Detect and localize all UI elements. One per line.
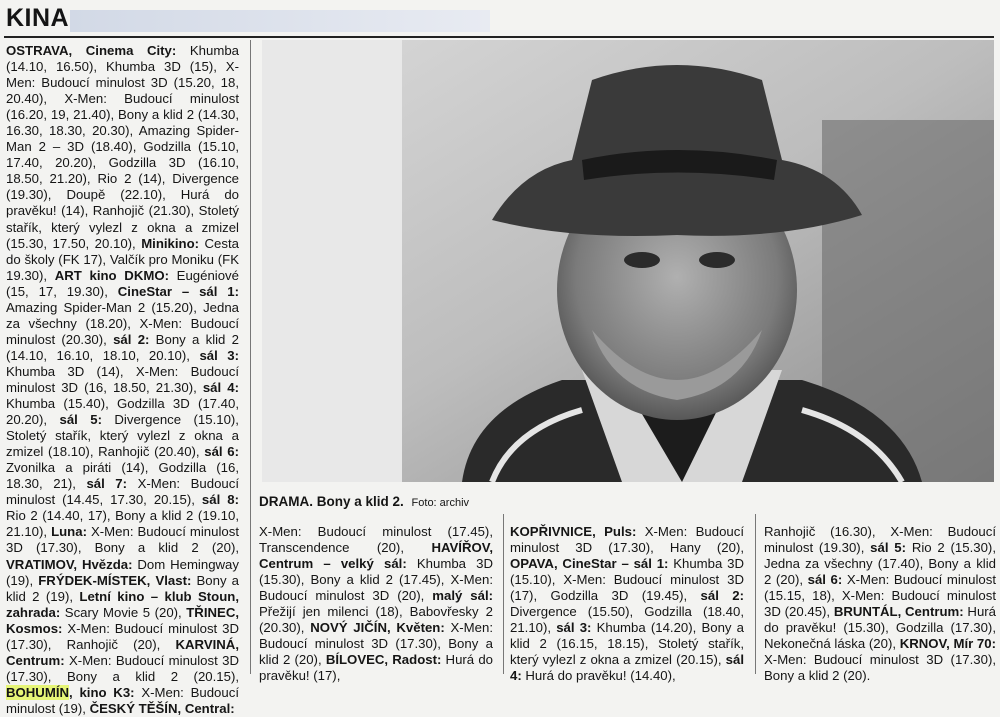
showtimes-text: Divergence (15.50), Godzilla (18.40, 21.10),: [510, 604, 744, 636]
showtimes-text: X-Men: Budoucí minulost (14.45, 17.30, 20.15),: [6, 476, 239, 508]
column-divider: [503, 514, 504, 674]
venue-label: , kino K3:: [69, 684, 135, 700]
film-still-photo: [262, 40, 994, 482]
top-rule: [4, 36, 994, 38]
showtimes-text: Khumba (14.20), Bony a klid 2 (16.15, 18.15), Stoletý stařík, který vylezl z okna a zmizel (20.15),: [510, 620, 744, 668]
listing-paragraph: [259, 524, 493, 684]
showtimes-text: Scary Movie 5 (20),: [60, 604, 187, 620]
venue-label: sál 2:: [113, 331, 150, 347]
venue-label: OPAVA, CineStar – sál 1:: [510, 556, 669, 572]
showtimes-text: Cesta do školy (FK 17), Valčík pro Moniku (FK 19.30),: [6, 235, 239, 283]
showtimes-text: Khumba (14.10, 16.50), Khumba 3D (15), X-Men: Budoucí minulost 3D (15.20, 18, 20.40), X-Men: Budoucí minulost (16.20, 19, 21.40), Bony a klid 2 (14.30, 16.30, 18.30, 20.30), Amazing Spider-Man 2 – 3D (18.40), Godzilla (15.10, 17.40, 20.20), Godzilla 3D (16.10, 18.50, 21.20), Rio 2 (14), Divergence (19.30), Doupě (22.10), Hurá do pravěku! (14), Ranhojič (21.30), Stoletý stařík, který vylezl z okna a zmizel (15.30, 17.50, 20.10),: [6, 43, 239, 251]
listing-column-4: [764, 524, 996, 684]
venue-label: sál 6:: [204, 444, 239, 460]
showtimes-text: X-Men: Budoucí minulost 3D (17.30), Ranhojič (20),: [6, 620, 239, 652]
showtimes-text: Bony a klid 2 (19),: [6, 572, 239, 604]
venue-label: sál 4:: [510, 652, 744, 684]
listing-column-3: [510, 524, 744, 684]
venue-label: KRNOV, Mír 70:: [899, 636, 996, 652]
listing-paragraph: [510, 524, 744, 684]
showtimes-text: Khumba 3D (15.10), X-Men: Budoucí minulost 3D (17), Godzilla 3D (19.45),: [510, 556, 744, 604]
column-divider: [250, 40, 251, 674]
venue-label: BRUNTÁL, Centrum:: [833, 604, 964, 620]
venue-label: ART kino DKMO:: [54, 267, 169, 283]
showtimes-text: X-Men: Budoucí minulost 3D (17.30), Bony a klid 2 (20),: [259, 620, 493, 668]
showtimes-text: X-Men: Budoucí minulost 3D (17.30), Hany (20),: [510, 524, 744, 556]
showtimes-text: Hurá do pravěku! (14.40),: [521, 668, 676, 684]
section-header: [6, 4, 490, 32]
showtimes-text: Ranhojič (16.30), X-Men: Budoucí minulost (19.30),: [764, 524, 996, 556]
caption-title: DRAMA. Bony a klid 2.: [259, 494, 404, 509]
showtimes-text: Amazing Spider-Man 2 (15.20), Jedna za všechny (18.20), X-Men: Budoucí minulost (20.30),: [6, 299, 239, 347]
venue-label: OSTRAVA, Cinema City:: [6, 43, 177, 58]
showtimes-text: Khumba (15.40), Godzilla 3D (17.40, 20.20),: [6, 396, 239, 428]
listing-paragraph: [6, 43, 239, 717]
venue-label: FRÝDEK-MÍSTEK, Vlast:: [38, 572, 192, 588]
showtimes-text: X-Men: Budoucí minulost (19),: [6, 684, 239, 716]
venue-label: sál 4:: [202, 379, 239, 395]
listing-column-1: [6, 43, 239, 717]
photo-caption: [259, 494, 759, 509]
venue-label: sál 7:: [86, 476, 128, 492]
showtimes-text: Dom Hemingway (19),: [6, 556, 239, 588]
listing-paragraph: [764, 524, 996, 684]
venue-label: CineStar – sál 1:: [117, 283, 239, 299]
venue-label: NOVÝ JIČÍN, Květen:: [310, 620, 445, 636]
venue-label: BÍLOVEC, Radost:: [325, 652, 442, 668]
showtimes-text: Zvonilka a piráti (14), Godzilla (16, 18.30, 21),: [6, 460, 239, 492]
venue-label: KARVINÁ, Centrum:: [6, 636, 239, 668]
venue-label: malý sál:: [432, 588, 493, 604]
showtimes-text: X-Men: Budoucí minulost (15.15, 18), X-Men: Budoucí minulost 3D (20.45),: [764, 572, 996, 620]
column-divider: [755, 514, 756, 674]
venue-label: VRATIMOV, Hvězda:: [6, 556, 133, 572]
showtimes-text: Khumba 3D (14), X-Men: Budoucí minulost 3D (16, 18.50, 21.30),: [6, 363, 239, 395]
man-in-hat-photo: [262, 40, 994, 482]
venue-label: KOPŘIVNICE, Puls:: [510, 524, 637, 539]
showtimes-text: Rio 2 (14.40, 17), Bony a klid 2 (19.10, 21.10),: [6, 508, 239, 540]
header-faded-banner: [70, 10, 490, 32]
showtimes-text: Přežijí jen milenci (18), Babovřesky 2 (20.30),: [259, 604, 493, 636]
showtimes-text: Eugéniové (15, 17, 19.30),: [6, 267, 239, 299]
venue-label: Luna:: [51, 524, 87, 540]
showtimes-text: Bony a klid 2 (14.10, 16.10, 18.10, 20.10),: [6, 331, 239, 363]
venue-label: BOHUMÍN: [6, 684, 70, 700]
showtimes-text: Hurá do pravěku! (17),: [259, 652, 494, 684]
showtimes-text: Divergence (15.10), Stoletý stařík, který vylezl z okna a zmizel (18.10), Ranhojič (20.40),: [6, 412, 239, 460]
venue-label: Letní kino – klub Stoun, zahrada:: [6, 588, 239, 620]
showtimes-text: Khumba 3D (15.30), Bony a klid 2 (17.45), X-Men: Budoucí minulost 3D (20),: [259, 556, 493, 604]
section-title: KINA: [6, 4, 70, 32]
venue-label: sál 2:: [700, 588, 744, 604]
venue-label: sál 6:: [807, 572, 843, 588]
showtimes-text: X-Men: Budoucí minulost (17.45), Transcendence (20),: [259, 524, 493, 556]
venue-label: HAVÍŘOV, Centrum – velký sál:: [259, 540, 493, 572]
showtimes-text: X-Men: Budoucí minulost 3D (17.30), Bony a klid 2 (20).: [764, 652, 996, 684]
listing-column-2: [259, 524, 493, 684]
showtimes-text: Rio 2 (15.30), Jedna za všechny (17.40), Bony a klid 2 (20),: [764, 540, 996, 588]
venue-label: sál 5:: [59, 412, 102, 428]
photo-credit: Foto: archiv: [411, 497, 470, 509]
venue-label: sál 5:: [870, 540, 907, 556]
showtimes-text: X-Men: Budoucí minulost 3D (17.30), Bony a klid 2 (20.15),: [6, 652, 239, 684]
venue-label: Minikino:: [141, 235, 200, 251]
venue-label: TŘINEC, Kosmos:: [6, 604, 239, 636]
venue-label: sál 3:: [199, 347, 239, 363]
showtimes-text: X-Men: Budoucí minulost 3D (17.30), Bony a klid 2 (20),: [6, 524, 239, 556]
showtimes-text: Hurá do pravěku! (15.30), Godzilla (17.30), Nekonečná láska (20),: [764, 604, 996, 652]
venue-label: sál 8:: [201, 492, 239, 508]
venue-label: sál 3:: [556, 620, 592, 636]
venue-label: ČESKÝ TĚŠÍN, Central:: [89, 700, 235, 716]
